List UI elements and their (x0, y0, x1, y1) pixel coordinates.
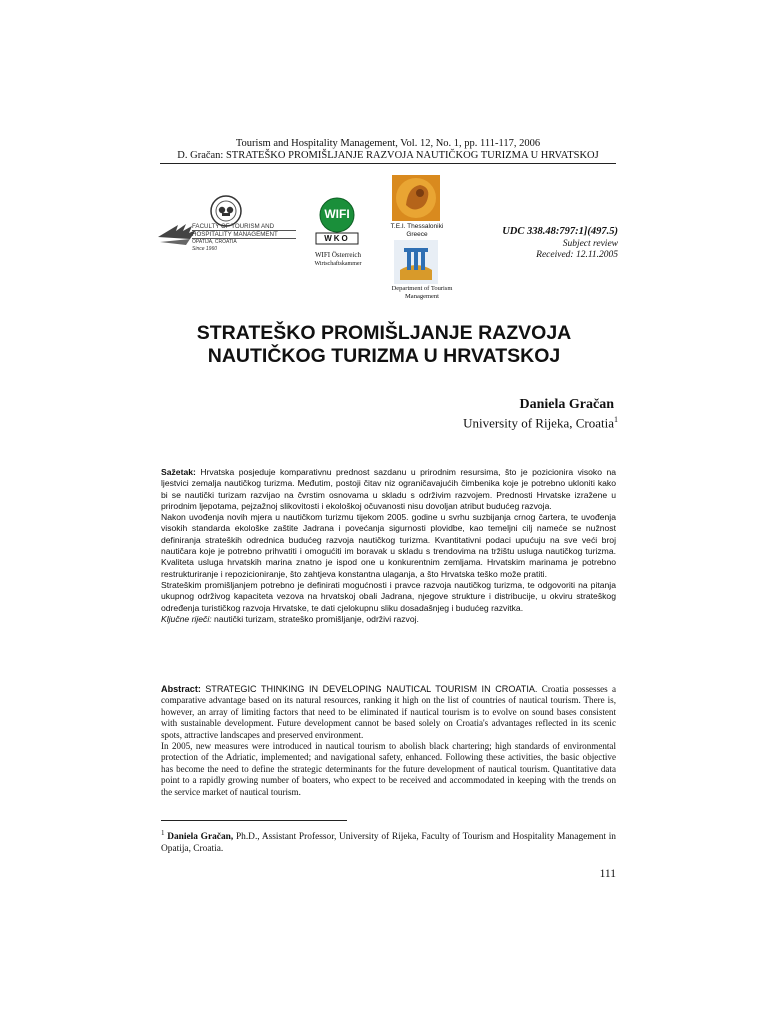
wifi-caption-2: Wirtschaftskammer (314, 261, 362, 267)
tei-caption (382, 223, 452, 239)
keywords-label: Ključne riječi: (161, 613, 212, 624)
tei-caption-1: T.E.I. Thessaloniki (390, 223, 444, 230)
footnote-divider (161, 820, 347, 821)
sazetak-section (161, 467, 616, 625)
author-affiliation (380, 415, 618, 431)
paper-title (120, 322, 648, 368)
tei-caption-2: Greece (406, 231, 428, 238)
wifi-caption (303, 251, 373, 269)
title-line2: NAUTIČKOG TURIZMA U HRVATSKOJ (207, 345, 561, 367)
footnote-text: Ph.D., Assistant Professor, University of Rijeka, Faculty of Tourism and Hospitality Management in Opatija, Croatia. (161, 832, 616, 855)
abstract-label: Abstract: (161, 684, 201, 694)
keywords-text: nautički turizam, strateško promišljanje, održivi razvoj. (214, 613, 419, 624)
keywords (161, 614, 616, 625)
sazetak-label: Sažetak: (161, 467, 196, 477)
sazetak-p1 (161, 467, 616, 512)
header-divider (160, 163, 616, 164)
faculty-logo (156, 195, 296, 265)
faculty-line3: OPATIJA, CROATIA (192, 239, 237, 245)
wifi-logo (314, 197, 360, 245)
page-number: 111 (599, 868, 616, 880)
faculty-line2: HOSPITALITY MANAGEMENT (192, 231, 296, 239)
title-line1: STRATEŠKO PROMIŠLJANJE RAZVOJA (196, 322, 572, 344)
paper-type: Subject review (562, 239, 618, 249)
faculty-line1: FACULTY OF TOURISM AND (192, 223, 296, 231)
footnote-name: Daniela Gračan, (167, 832, 234, 843)
dept-caption: Department of Tourism Management (391, 285, 453, 300)
journal-citation: Tourism and Hospitality Management, Vol. 12, No. 1, pp. 111-117, 2006 (235, 138, 541, 149)
udc-code: UDC 338.48:797:1](497.5) (502, 226, 618, 237)
author-name: Daniela Gračan (519, 397, 614, 412)
footnote-mark: 1 (161, 829, 165, 837)
dept-logo (394, 240, 438, 284)
received-date: Received: 12.11.2005 (536, 250, 618, 260)
wifi-caption-1: WIFI Österreich (314, 251, 362, 259)
wko-badge-text: WKO (324, 234, 350, 243)
sazetak-p1-text: Hrvatska posjeduje komparativnu prednost sazdanu u prirodnim resursima, što je pozicionira visoko na ljestvici zemalja nautičkog turizma. Međutim, postoji čitav niz ograničavajućih čimbenika koje je potrebno ukloniti kako bi se nautički turizam razvijao na čvrstim osnovama u skladu s održivim razvojem. Prednosti Hrvatske izražene u prirodnim ljepotama, pejzažnoj slikovitosti i ekološkoj očuvanosti nisu dovoljan atribut budućeg razvoja. (161, 467, 616, 511)
abstract-title-caps: STRATEGIC THINKING IN DEVELOPING NAUTICAL TOURISM IN CROATIA. (205, 684, 538, 694)
footnote (161, 827, 616, 855)
running-title: D. Gračan: STRATEŠKO PROMIŠLJANJE RAZVOJA NAUTIČKOG TURIZMA U HRVATSKOJ (177, 150, 599, 161)
abstract-p1 (161, 684, 616, 741)
abstract-section (161, 684, 616, 798)
sazetak-p3: Strateškim promišljanjem potrebno je definirati mogućnosti i pravce razvoja nautičkog turizma, te odgovoriti na pitanja ukupnog održivog kapaciteta vezova na hrvatskoj obali Jadrana, njegove strukture i distribucije, u okviru strateškog određenja turističkog razvoja Hrvatske, te dati cjelokupnu sliku dosadašnjeg i budućeg razvitka. (161, 579, 616, 613)
abstract-p1-text: Croatia possesses a comparative advantage based on its natural resources, ranking it high on the list of countries of nautical tourism. There is, however, an array of limiting factors that need to be eliminated if nautical tourism is to evolve on sound bases consistent with sustainable development. Future development cannot be based solely on Croatia's advantages reflected in its scenic spots, attractive landscapes and preserved environment. (161, 684, 617, 740)
affiliation-footnote-mark: 1 (614, 415, 618, 424)
wifi-badge-text: WIFI (324, 207, 350, 221)
faculty-line4: Since 1960 (192, 246, 218, 252)
affiliation-text: University of Rijeka, Croatia (463, 415, 614, 431)
abstract-p2: In 2005, new measures were introduced in nautical tourism to abolish black chartering; high standards of environmental protection of the Adriatic, implemented; and navigational safety, enhanced. Following these activities, the basic objective has become the need to define the strategic determinants for the future development of nautical tourism. Quantitative data point to a rapidly growing number of boaters, who expect to be received and accommodated in keeping with the trends on the service market of nautical tourism. (161, 741, 616, 797)
sazetak-p2: Nakon uvođenja novih mjera u nautičkom turizmu tijekom 2005. godine u svrhu suzbijanja crnog čartera, te uvođenja visokih standarda ekološke zaštite Jadrana i povećanja sigurnosti plovidbe, kao temeljni cilj nameće se nužnost definiranja strateških odrednica budućeg razvoja nautičkog turizma. Kvantitativni podaci upućuju na sve veći broj nautičara koje je potrebno prihvatiti i omogućiti im boravak u skladu s trendovima na tržištu usluga nautičkog turizma. Kvaliteta usluga hrvatskih marina znatno je ispod one u konkurentnim zemljama. Hrvatskim marinama je potrebno restrukturiranje i repozicioniranje, što zahtjeva konstantna ulaganja, a što Hrvatska teško može pratiti. (161, 512, 616, 579)
tei-coin-logo (392, 175, 440, 221)
